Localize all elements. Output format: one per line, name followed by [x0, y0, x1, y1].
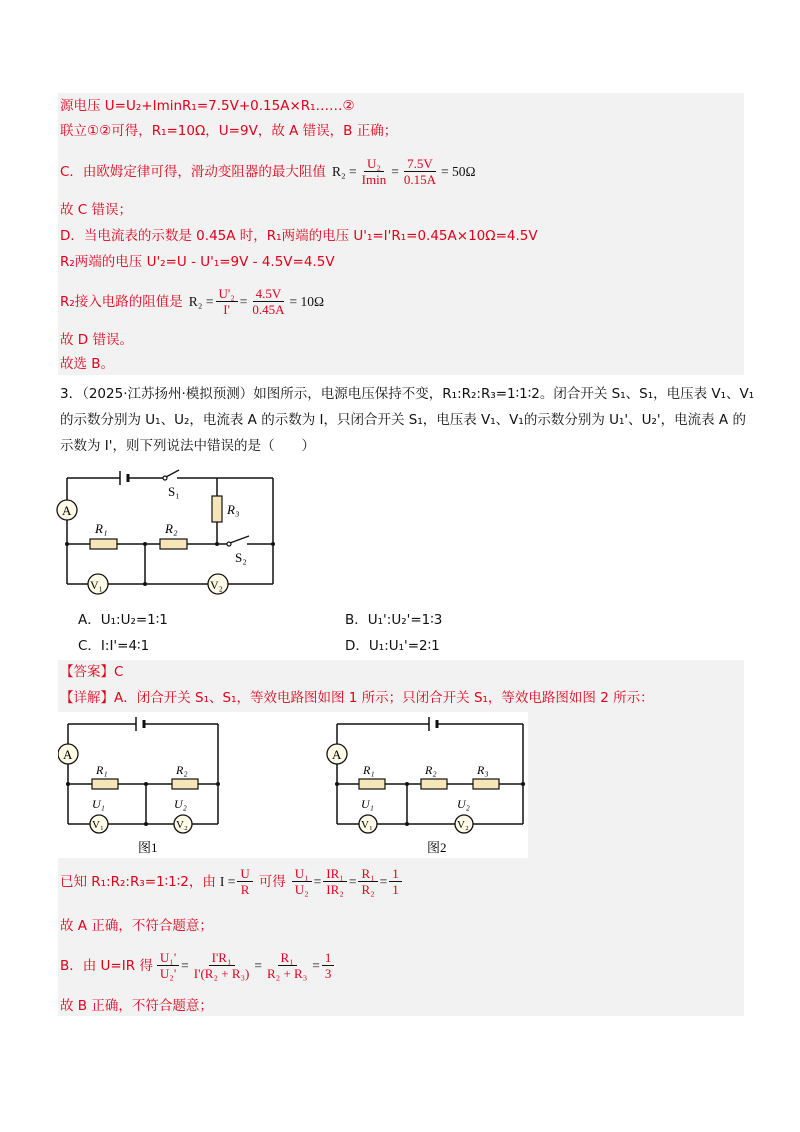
- equivalent-circuit-fig2: [325, 712, 530, 858]
- svg-text:A: A: [63, 747, 73, 762]
- resistor-r3: [473, 779, 499, 789]
- caption-fig1: 图1: [138, 840, 158, 855]
- resistor-r1: [90, 539, 117, 549]
- solution-line-1: 源电压 U=U₂+IminR₁=7.5V+0.15A×R₁……②: [60, 98, 355, 114]
- fraction: $\frac{7.5V}{0.15A}$: [403, 156, 436, 187]
- question-line-2: 的示数分别为 U₁、U₂，电流表 A 的示数为 I，只闭合开关 S₁，电压表 V₁、V₁的示数分别为 U₁'、U₂'，电流表 A 的: [60, 412, 746, 428]
- resistor-r1: [92, 779, 118, 789]
- resistor-r2: [172, 779, 198, 789]
- label-ammeter: A: [62, 503, 72, 518]
- fraction: $\frac{\text{R₁}}{\text{R₂ + R₃}}$: [267, 950, 308, 981]
- question-line-1: 3．（2025·江苏扬州·模拟预测）如图所示，电源电压保持不变，R₁:R₂:R₃=1∶1∶2。闭合开关 S₁、S₁，电压表 V₁、V₁: [60, 386, 755, 402]
- fraction: $\frac{U}{R}$: [237, 866, 252, 897]
- caption-fig2: 图2: [427, 840, 447, 855]
- svg-text:R₂: R₂: [425, 763, 437, 777]
- svg-text:V₂: V₂: [176, 819, 188, 831]
- circuit-diagram: [55, 466, 285, 606]
- label-u1: U₁: [361, 797, 374, 811]
- equivalent-circuit-fig1: [58, 712, 233, 858]
- label-r1: R₁: [95, 521, 108, 536]
- svg-text:R₂: R₂: [176, 763, 188, 777]
- solution-line-8: 故 D 错误。: [60, 332, 133, 348]
- label-u2: U₂: [174, 797, 187, 811]
- fraction: $\frac{\text{U₂}}{Imin}$: [361, 156, 387, 187]
- solution-line-2: 联立①②可得，R₁=10Ω，U=9V，故 A 错误，B 正确；: [60, 123, 398, 139]
- answer-a-correct: 故 A 正确，不符合题意；: [60, 918, 213, 934]
- label-v2: V₂: [210, 578, 223, 592]
- resistor-r2: [160, 539, 187, 549]
- answer-b-correct: 故 B 正确，不符合题意；: [60, 998, 213, 1014]
- svg-text:R₃: R₃: [477, 763, 489, 777]
- fraction: $\frac{\text{R₁}}{\text{R₂}}$: [358, 866, 377, 897]
- svg-text:R₁: R₁: [96, 763, 108, 777]
- formula-lhs: R₂ =: [331, 163, 357, 179]
- label-r3: R₃: [227, 502, 240, 517]
- switch-s1-arm: [166, 470, 179, 477]
- label-r2: R₂: [165, 521, 178, 536]
- fraction: $\frac{\text{IR₁}}{\text{IR₂}}$: [323, 866, 347, 897]
- switch-s2-arm: [230, 536, 249, 543]
- label-s1: S₁: [168, 484, 180, 499]
- resistor-r2: [421, 779, 447, 789]
- solution-line-4: 故 C 错误；: [60, 202, 133, 218]
- svg-text:V₁: V₁: [92, 819, 104, 831]
- fraction: $\frac{\text{I'R₁}}{\text{I'(R₂ + R₃)}}$: [193, 950, 250, 981]
- resistor-r3: [212, 496, 222, 522]
- fraction: $\frac{4.5V}{0.45A}$: [252, 286, 285, 317]
- label-s2: S₂: [235, 550, 247, 565]
- fraction: $\frac{\text{U₁'}}{\text{U₂'}}$: [157, 950, 179, 981]
- fraction: $\frac{\text{U'₂}}{I'}$: [216, 286, 238, 317]
- fraction: $\frac{1}{3}$: [322, 950, 335, 981]
- answer-detail-a: 【详解】A．闭合开关 S₁、S₁，等效电路图如图 1 所示；只闭合开关 S₁，等效电路图如图 2 所示：: [60, 690, 654, 706]
- svg-text:V₂: V₂: [457, 819, 469, 831]
- resistor-r1: [359, 779, 385, 789]
- option-d[interactable]: D．U₁:U₁'=2∶1: [345, 638, 440, 654]
- question-line-3: 示数为 I'，则下列说法中错误的是（ ）: [60, 438, 315, 454]
- solution-line-3: C．由欧姆定律可得，滑动变阻器的最大阻值 R₂ = $\frac{\text{U₂}}{Imin}$ = $\frac{7.5V}{0.15A}$ = 50Ω: [60, 156, 476, 187]
- solution-line-6: R₂两端的电压 U'₂=U - U'₁=9V - 4.5V=4.5V: [60, 254, 335, 270]
- option-c[interactable]: C．I:I'=4∶1: [78, 638, 150, 654]
- label-u2: U₂: [457, 797, 470, 811]
- answer-label: 【答案】C: [60, 664, 124, 680]
- option-b[interactable]: B．U₁':U₂'=1∶3: [345, 612, 443, 628]
- fraction: $\frac{\text{U₁}}{\text{U₂}}$: [292, 866, 312, 897]
- option-a[interactable]: A．U₁:U₂=1∶1: [78, 612, 168, 628]
- answer-b-line: B．由 U=IR 得 $\frac{\text{U₁'}}{\text{U₂'}}$ = $\frac{\text{I'R₁}}{\text{I'(R₂ + R₃)}}$ = $\frac{\text{R₁}}{\text{R₂ + R₃}}$ = $\frac{1}{3}$: [60, 950, 336, 981]
- solution-line-5: D．当电流表的示数是 0.45A 时，R₁两端的电压 U'₁=I'R₁=0.45A×10Ω=4.5V: [60, 228, 538, 244]
- svg-text:A: A: [332, 747, 342, 762]
- solution-line-9: 故选 B。: [60, 356, 115, 372]
- svg-text:V₁: V₁: [361, 819, 373, 831]
- svg-text:R₁: R₁: [363, 763, 375, 777]
- solution-line-7: R₂接入电路的阻值是 R₂ = $\frac{\text{U'₂}}{I'}$ = $\frac{4.5V}{0.45A}$ = 10Ω: [60, 286, 325, 317]
- label-u1: U₁: [92, 797, 105, 811]
- fraction: $\frac{1}{1}$: [389, 866, 402, 897]
- label-v1: V₁: [90, 578, 103, 592]
- known-ratio-line: 已知 R₁:R₂:R₃=1∶1∶2，由 I = $\frac{U}{R}$ 可得 $\frac{\text{U₁}}{\text{U₂}}$ = $\frac{\text{IR₁}}{\text{IR₂}}$ = $\frac{\text{R₁}}{\text{R₂}}$ = $\frac{1}{1}$: [60, 866, 404, 897]
